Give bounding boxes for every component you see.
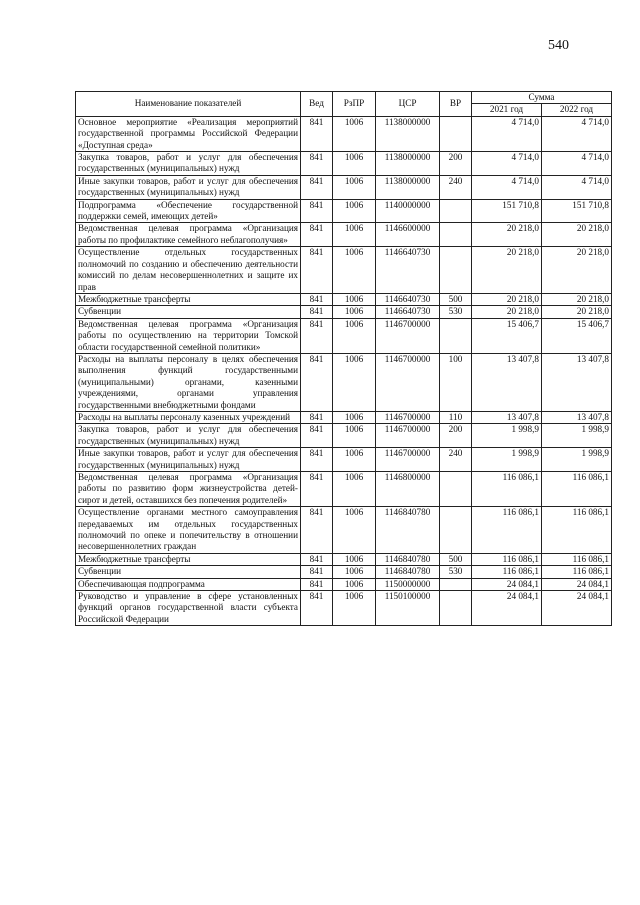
cell-ved: 841 <box>301 306 333 318</box>
cell-ved: 841 <box>301 553 333 565</box>
cell-vr <box>440 223 472 247</box>
table-row <box>76 553 612 565</box>
cell-csr: 1150100000 <box>376 591 440 626</box>
cell-rzpr: 1006 <box>333 199 376 223</box>
cell-vr: 200 <box>440 424 472 448</box>
cell-name: Руководство и управление в сфере установленных функций органов государственной власти субъекта Российской Федерации <box>76 591 301 626</box>
cell-rzpr: 1006 <box>333 116 376 151</box>
table-row <box>76 507 612 554</box>
cell-vr <box>440 507 472 554</box>
cell-sum-2022: 24 084,1 <box>542 591 612 626</box>
cell-sum-2022: 15 406,7 <box>542 318 612 353</box>
cell-sum-2022: 116 086,1 <box>542 472 612 507</box>
cell-sum-2021: 24 084,1 <box>472 578 542 590</box>
cell-sum-2022: 151 710,8 <box>542 199 612 223</box>
cell-vr <box>440 591 472 626</box>
cell-csr: 1146700000 <box>376 318 440 353</box>
cell-name: Подпрограмма «Обеспечение государственной поддержки семей, имеющих детей» <box>76 199 301 223</box>
cell-rzpr: 1006 <box>333 553 376 565</box>
cell-rzpr: 1006 <box>333 353 376 411</box>
cell-vr: 500 <box>440 293 472 305</box>
cell-sum-2021: 20 218,0 <box>472 223 542 247</box>
cell-ved: 841 <box>301 424 333 448</box>
table-row <box>76 247 612 294</box>
cell-rzpr: 1006 <box>333 306 376 318</box>
cell-ved: 841 <box>301 353 333 411</box>
cell-sum-2021: 4 714,0 <box>472 175 542 199</box>
cell-name: Расходы на выплаты персоналу казенных учреждений <box>76 411 301 423</box>
cell-name: Закупка товаров, работ и услуг для обеспечения государственных (муниципальных) нужд <box>76 152 301 176</box>
cell-csr: 1146700000 <box>376 353 440 411</box>
cell-name: Ведомственная целевая программа «Организация работы по развитию форм жизнеустройства детей-сирот и детей, оставшихся без попечения родителей» <box>76 472 301 507</box>
cell-csr: 1146600000 <box>376 223 440 247</box>
cell-csr: 1146840780 <box>376 553 440 565</box>
table-row <box>76 591 612 626</box>
cell-sum-2021: 4 714,0 <box>472 152 542 176</box>
cell-name: Иные закупки товаров, работ и услуг для обеспечения государственных (муниципальных) нужд <box>76 448 301 472</box>
cell-csr: 1146640730 <box>376 306 440 318</box>
cell-sum-2021: 1 998,9 <box>472 448 542 472</box>
cell-name: Межбюджетные трансферты <box>76 293 301 305</box>
cell-sum-2021: 1 998,9 <box>472 424 542 448</box>
table-row <box>76 318 612 353</box>
cell-sum-2022: 1 998,9 <box>542 448 612 472</box>
header-name: Наименование показателей <box>76 92 301 117</box>
cell-sum-2022: 116 086,1 <box>542 566 612 578</box>
cell-name: Субвенции <box>76 306 301 318</box>
cell-ved: 841 <box>301 116 333 151</box>
cell-sum-2022: 1 998,9 <box>542 424 612 448</box>
header-csr: ЦСР <box>376 92 440 117</box>
cell-vr: 240 <box>440 448 472 472</box>
cell-sum-2022: 24 084,1 <box>542 578 612 590</box>
header-year-2021: 2021 год <box>472 104 542 116</box>
table-row <box>76 353 612 411</box>
table-row <box>76 424 612 448</box>
cell-sum-2022: 4 714,0 <box>542 116 612 151</box>
table-row <box>76 293 612 305</box>
table-row <box>76 306 612 318</box>
table-row <box>76 566 612 578</box>
header-year-2022: 2022 год <box>542 104 612 116</box>
budget-table <box>75 91 612 626</box>
cell-ved: 841 <box>301 448 333 472</box>
cell-sum-2021: 13 407,8 <box>472 411 542 423</box>
cell-sum-2021: 20 218,0 <box>472 293 542 305</box>
cell-sum-2022: 116 086,1 <box>542 553 612 565</box>
header-vr: ВР <box>440 92 472 117</box>
cell-sum-2021: 4 714,0 <box>472 116 542 151</box>
cell-sum-2022: 20 218,0 <box>542 306 612 318</box>
cell-sum-2021: 116 086,1 <box>472 507 542 554</box>
cell-sum-2022: 20 218,0 <box>542 223 612 247</box>
cell-sum-2022: 13 407,8 <box>542 353 612 411</box>
cell-csr: 1146700000 <box>376 411 440 423</box>
cell-name: Обеспечивающая подпрограмма <box>76 578 301 590</box>
cell-csr: 1146840780 <box>376 507 440 554</box>
cell-vr <box>440 578 472 590</box>
cell-csr: 1146840780 <box>376 566 440 578</box>
cell-sum-2021: 151 710,8 <box>472 199 542 223</box>
cell-sum-2022: 116 086,1 <box>542 507 612 554</box>
table-row <box>76 152 612 176</box>
cell-ved: 841 <box>301 247 333 294</box>
table-row <box>76 578 612 590</box>
cell-sum-2021: 116 086,1 <box>472 566 542 578</box>
cell-ved: 841 <box>301 199 333 223</box>
cell-rzpr: 1006 <box>333 175 376 199</box>
cell-csr: 1146800000 <box>376 472 440 507</box>
cell-csr: 1146700000 <box>376 448 440 472</box>
cell-sum-2022: 4 714,0 <box>542 175 612 199</box>
cell-vr: 530 <box>440 566 472 578</box>
cell-sum-2021: 15 406,7 <box>472 318 542 353</box>
cell-sum-2021: 20 218,0 <box>472 247 542 294</box>
table-row <box>76 199 612 223</box>
cell-ved: 841 <box>301 578 333 590</box>
cell-vr: 200 <box>440 152 472 176</box>
cell-vr <box>440 199 472 223</box>
cell-csr: 1146700000 <box>376 424 440 448</box>
table-row <box>76 116 612 151</box>
cell-vr <box>440 247 472 294</box>
cell-vr <box>440 116 472 151</box>
cell-rzpr: 1006 <box>333 472 376 507</box>
cell-sum-2021: 116 086,1 <box>472 472 542 507</box>
header-sum: Сумма <box>472 92 612 104</box>
cell-name: Иные закупки товаров, работ и услуг для обеспечения государственных (муниципальных) нужд <box>76 175 301 199</box>
cell-rzpr: 1006 <box>333 411 376 423</box>
table-row <box>76 175 612 199</box>
cell-rzpr: 1006 <box>333 591 376 626</box>
cell-ved: 841 <box>301 591 333 626</box>
cell-name: Осуществление органами местного самоуправления передаваемых им отдельных государственных полномочий по опеке и попечительству в отношении несовершеннолетних граждан <box>76 507 301 554</box>
cell-csr: 1140000000 <box>376 199 440 223</box>
cell-sum-2022: 20 218,0 <box>542 247 612 294</box>
table-row <box>76 448 612 472</box>
cell-csr: 1150000000 <box>376 578 440 590</box>
cell-rzpr: 1006 <box>333 152 376 176</box>
cell-ved: 841 <box>301 175 333 199</box>
cell-csr: 1138000000 <box>376 175 440 199</box>
cell-rzpr: 1006 <box>333 247 376 294</box>
cell-vr: 110 <box>440 411 472 423</box>
cell-csr: 1138000000 <box>376 116 440 151</box>
cell-ved: 841 <box>301 411 333 423</box>
cell-ved: 841 <box>301 566 333 578</box>
cell-rzpr: 1006 <box>333 318 376 353</box>
table-row <box>76 223 612 247</box>
cell-rzpr: 1006 <box>333 507 376 554</box>
cell-sum-2021: 116 086,1 <box>472 553 542 565</box>
table-body <box>76 116 612 625</box>
header-ved: Вед <box>301 92 333 117</box>
cell-ved: 841 <box>301 318 333 353</box>
cell-rzpr: 1006 <box>333 424 376 448</box>
cell-ved: 841 <box>301 472 333 507</box>
cell-name: Осуществление отдельных государственных полномочий по созданию и обеспечению деятельности комиссий по делам несовершеннолетних и защите их прав <box>76 247 301 294</box>
cell-csr: 1146640730 <box>376 293 440 305</box>
cell-ved: 841 <box>301 152 333 176</box>
cell-sum-2021: 13 407,8 <box>472 353 542 411</box>
cell-rzpr: 1006 <box>333 448 376 472</box>
cell-rzpr: 1006 <box>333 566 376 578</box>
cell-sum-2021: 24 084,1 <box>472 591 542 626</box>
cell-name: Межбюджетные трансферты <box>76 553 301 565</box>
cell-ved: 841 <box>301 507 333 554</box>
cell-sum-2022: 13 407,8 <box>542 411 612 423</box>
header-rzpr: РзПР <box>333 92 376 117</box>
cell-name: Ведомственная целевая программа «Организация работы по осуществлению на территории Томской области государственной семейной политики» <box>76 318 301 353</box>
cell-vr: 100 <box>440 353 472 411</box>
cell-csr: 1146640730 <box>376 247 440 294</box>
cell-ved: 841 <box>301 223 333 247</box>
cell-ved: 841 <box>301 293 333 305</box>
cell-name: Ведомственная целевая программа «Организация работы по профилактике семейного неблагополучия» <box>76 223 301 247</box>
cell-vr: 500 <box>440 553 472 565</box>
table-row <box>76 411 612 423</box>
cell-rzpr: 1006 <box>333 293 376 305</box>
cell-vr <box>440 318 472 353</box>
cell-sum-2022: 4 714,0 <box>542 152 612 176</box>
cell-name: Расходы на выплаты персоналу в целях обеспечения выполнения функций государственными (муниципальными) органами, казенными учреждениями, органами управления государственными внебюджетными фондами <box>76 353 301 411</box>
cell-rzpr: 1006 <box>333 223 376 247</box>
cell-name: Субвенции <box>76 566 301 578</box>
cell-sum-2021: 20 218,0 <box>472 306 542 318</box>
cell-csr: 1138000000 <box>376 152 440 176</box>
cell-vr: 530 <box>440 306 472 318</box>
page-number: 540 <box>548 38 569 53</box>
cell-vr <box>440 472 472 507</box>
cell-name: Закупка товаров, работ и услуг для обеспечения государственных (муниципальных) нужд <box>76 424 301 448</box>
cell-name: Основное мероприятие «Реализация мероприятий государственной программы Российской Федерации «Доступная среда» <box>76 116 301 151</box>
cell-vr: 240 <box>440 175 472 199</box>
cell-rzpr: 1006 <box>333 578 376 590</box>
table-row <box>76 472 612 507</box>
cell-sum-2022: 20 218,0 <box>542 293 612 305</box>
